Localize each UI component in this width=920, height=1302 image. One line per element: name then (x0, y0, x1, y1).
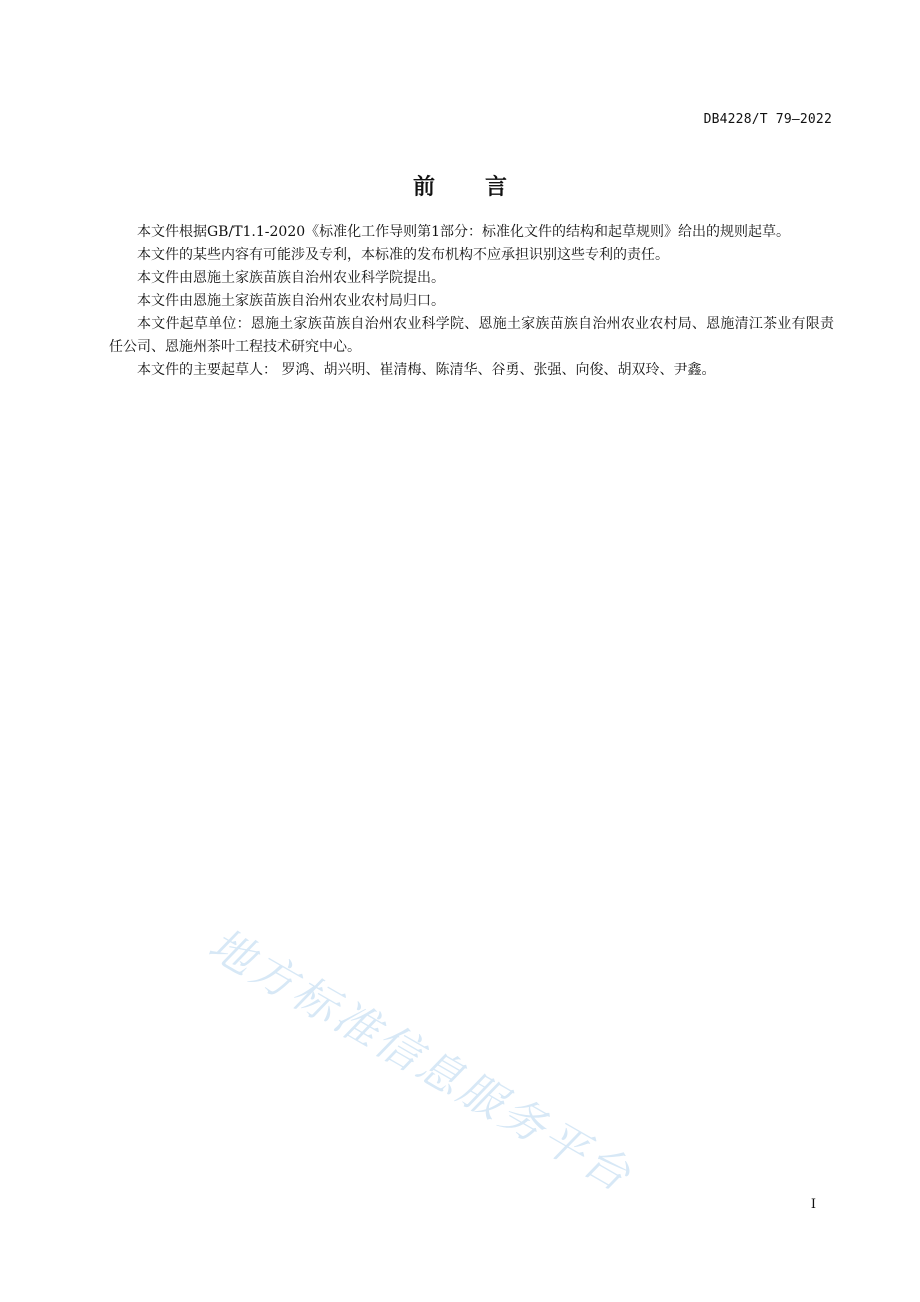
page-title: 前言 (412, 175, 557, 200)
paragraph-patent-notice: 本文件的某些内容有可能涉及专利，本标准的发布机构不应承担识别这些专利的责任。 (137, 247, 669, 263)
watermark: 地方标准信息服务平台 (200, 918, 642, 1203)
page-number: I (810, 1197, 816, 1212)
paragraph-drafters: 本文件的主要起草人： 罗鸿、胡兴明、崔清梅、陈清华、谷勇、张强、向俊、胡双玲、尹鑫。 (137, 362, 716, 378)
paragraph-drafting-units: 本文件起草单位：恩施土家族苗族自治州农业科学院、恩施土家族苗族自治州农业农村局、恩施清江茶业有限责任公司、恩施州茶叶工程技术研究中心。 (109, 316, 834, 355)
paragraph-drafting-rules: 本文件根据GB/T1.1-2020《标准化工作导则第1部分：标准化文件的结构和起草规则》给出的规则起草。 (137, 224, 791, 240)
paragraph-administrator: 本文件由恩施土家族苗族自治州农业农村局归口。 (137, 293, 445, 309)
document-code: DB4228/T 79—2022 (703, 112, 832, 127)
foreword-body (109, 221, 834, 382)
paragraph-proposer: 本文件由恩施土家族苗族自治州农业科学院提出。 (137, 270, 445, 286)
